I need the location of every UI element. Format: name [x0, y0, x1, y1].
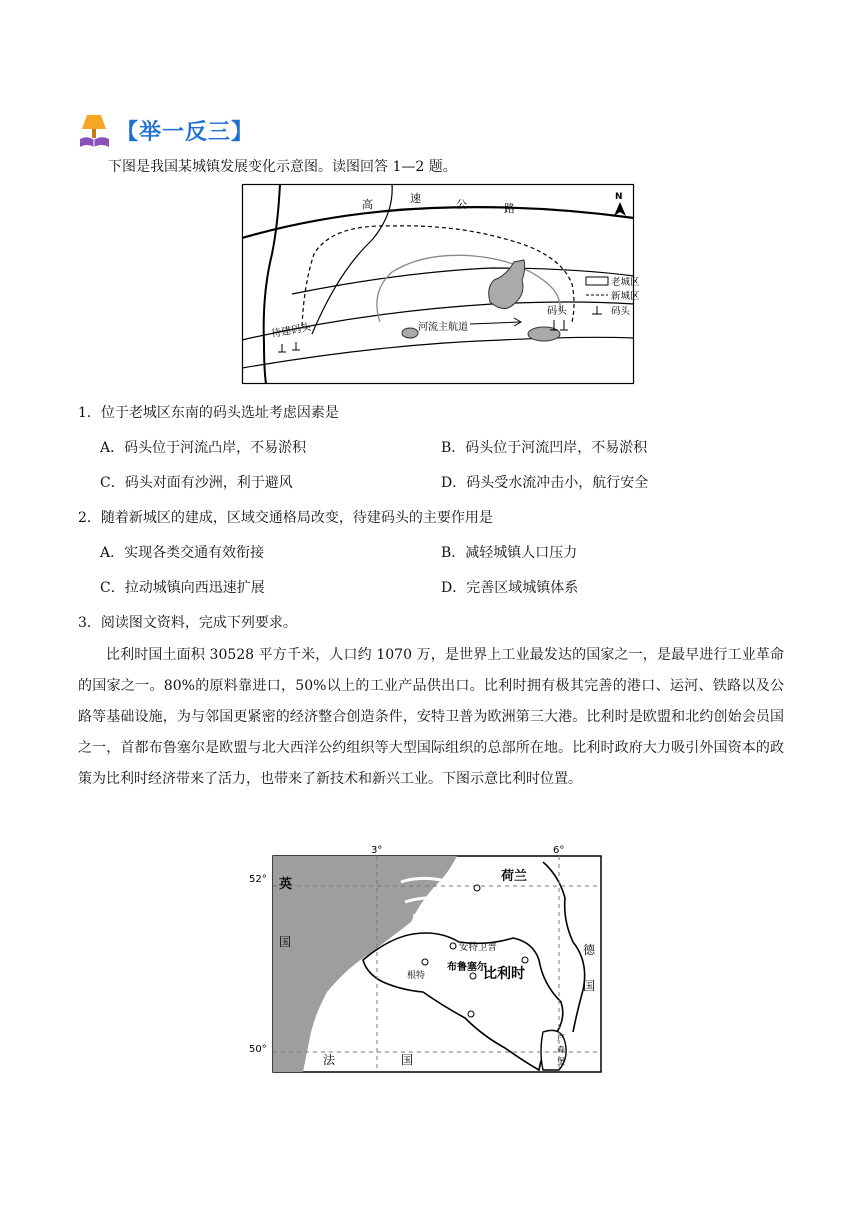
antwerp-dot: [450, 943, 456, 949]
highway-char-4: 路: [504, 202, 515, 215]
q1-option-d: D．码头受水流冲击小，航行安全: [441, 475, 649, 491]
lon-6-label: 6°: [553, 845, 565, 856]
q1-option-b: B．码头位于河流凹岸，不易淤积: [441, 440, 648, 456]
river-island-sandbar: [528, 327, 560, 341]
wharf-label: 码头: [547, 306, 567, 317]
planned-wharf-label: 待建码头: [270, 322, 312, 340]
question-1-stem: 1．位于老城区东南的码头选址考虑因素是: [78, 405, 339, 421]
intro-text: 下图是我国某城镇发展变化示意图。读图回答 1—2 题。: [108, 159, 457, 175]
q1-option-a: A．码头位于河流凸岸，不易淤积: [100, 440, 307, 456]
antwerp-label: 安特卫普: [459, 942, 498, 953]
town-development-map: [242, 184, 640, 384]
question-2-stem: 2．随着新城区的建成，区域交通格局改变，待建码头的主要作用是: [78, 510, 493, 526]
netherlands-label: 荷兰: [501, 869, 528, 884]
uk-label-2: 国: [279, 935, 292, 949]
brussels-label: 布鲁塞尔: [447, 962, 487, 973]
belgium-label: 比利时: [483, 966, 525, 982]
legend-new-city: 新城区: [611, 291, 640, 302]
lat-52-label: 52°: [249, 874, 267, 885]
luxembourg-label-3: 堡: [557, 1057, 565, 1066]
question-3-stem: 3．阅读图文资料，完成下列要求。: [78, 615, 297, 631]
legend-wharf: 码头: [611, 306, 631, 317]
highway-char-1: 高: [362, 198, 373, 211]
ghent-label: 根特: [407, 971, 426, 981]
north-label: N: [615, 192, 623, 202]
luxembourg-label-2: 森: [557, 1045, 565, 1054]
channel-label: 河流主航道: [418, 322, 468, 333]
germany-label-1: 德: [583, 943, 596, 957]
section-heading: [78, 110, 254, 150]
city-dot-east: [522, 957, 528, 963]
map1-frame: [243, 185, 634, 384]
lamp-book-icon: [78, 111, 112, 149]
passage-text: 比利时国土面积 30528 平方千米，人口约 1070 万，是世界上工业最发达的国家之一，是最早进行工业革命的国家之一。80%的原料靠进口，50%以上的工业产品供出口。比利时拥有极其完善的港口、运河、铁路以及公路等基础设施，为与邻国更紧密的经济整合创造条件，安特卫普为欧洲第三大港。比利时是欧盟和北约创始会员国之一，首都布鲁塞尔是欧盟与北大西洋公约组织等大型国际组织的总部所在地。比利时政府大力吸引外国资本的政策为比利时经济带来了活力，也带来了新技术和新兴工业。下图示意比利时位置。: [78, 647, 784, 787]
q1-option-c: C．码头对面有沙洲，利于避风: [100, 475, 293, 491]
luxembourg-label-1: 卢: [557, 1033, 565, 1042]
germany-label-2: 国: [583, 979, 596, 993]
q2-option-c: C．拉动城镇向西迅速扩展: [100, 580, 265, 596]
lon-3-label: 3°: [371, 845, 383, 856]
lat-50-label: 50°: [249, 1044, 267, 1055]
belgium-passage: [78, 640, 784, 795]
section-title: 【举一反三】: [116, 119, 255, 145]
city-dot-north: [474, 885, 480, 891]
legend-old-city-swatch: [586, 277, 608, 285]
river-island-small: [402, 328, 418, 338]
france-label-1: 法: [323, 1053, 336, 1067]
q2-option-d: D．完善区域城镇体系: [441, 580, 579, 596]
highway-char-2: 速: [410, 192, 421, 205]
belgium-location-map: [243, 842, 619, 1090]
brussels-dot: [470, 973, 476, 979]
uk-label-1: 英: [279, 877, 293, 892]
legend-old-city: 老城区: [611, 277, 640, 288]
highway-char-3: 公: [456, 198, 467, 211]
ghent-dot: [422, 959, 428, 965]
france-label-2: 国: [401, 1053, 414, 1067]
q2-option-a: A．实现各类交通有效衔接: [100, 545, 265, 561]
city-dot-south: [468, 1011, 474, 1017]
q2-option-b: B．减轻城镇人口压力: [441, 545, 578, 561]
